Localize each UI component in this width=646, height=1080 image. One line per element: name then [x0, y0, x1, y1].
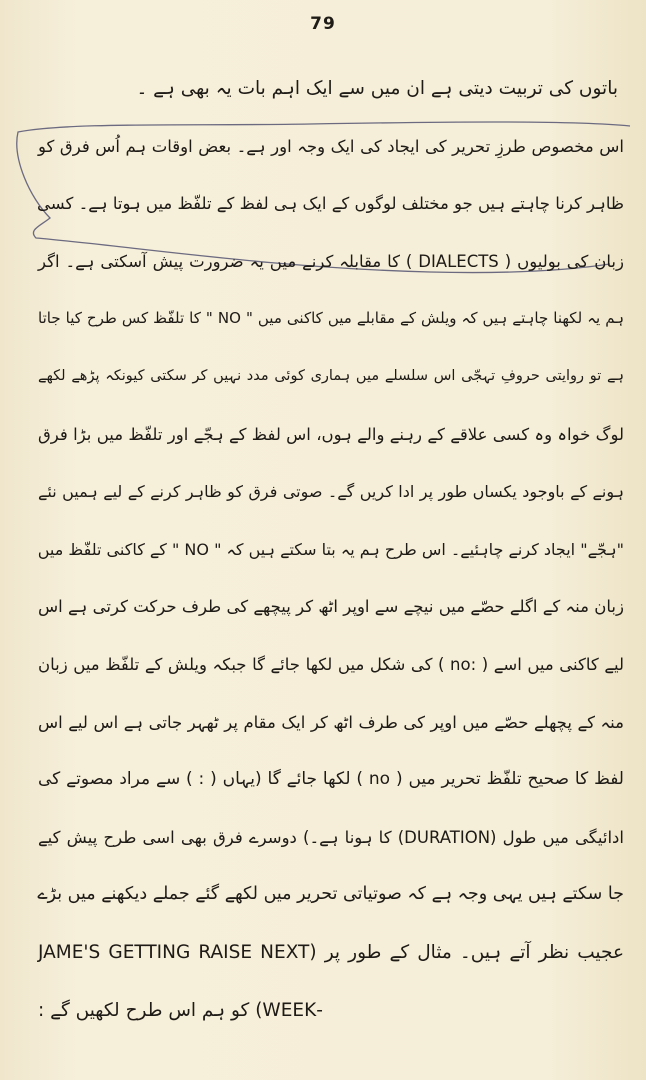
- urdu-text-body: [38, 60, 624, 1039]
- text-line: اس مخصوص طرزِ تحریر کی ایجاد کی ایک وجہ اور ہے۔ بعض اوقات ہم اُس فرق کو: [38, 136, 624, 156]
- text-line: ہے تو روایتی حروفِ تہجّی اس سلسلے میں ہماری کوئی مدد نہیں کر سکتی کیونکہ پڑھے لکھے: [38, 367, 624, 384]
- text-line: عجیب نظر آتے ہیں۔ مثال کے طور پر (JAME'S GETTING RAISE NEXT: [38, 941, 624, 963]
- text-line: لفظ کا صحیح تلفّظ تحریر میں ( no ) لکھا جائے گا (یہاں ( : ) سے مراد مصوتے کی: [38, 769, 624, 790]
- text-line: زبان کی بولیوں ( DIALECTS ) کا مقابلہ کرنے میں یہ ضرورت پیش آسکتی ہے۔ اگر: [38, 251, 624, 271]
- text-line: باتوں کی تربیت دیتی ہے ان میں سے ایک اہم بات یہ بھی ہے ۔: [136, 78, 618, 99]
- text-line: ہونے کے باوجود یکساں طور پر ادا کریں گے۔ صوتی فرق کو ظاہر کرنے کے لیے ہمیں نئے: [38, 482, 624, 502]
- text-line: "ہجّے" ایجاد کرنے چاہئیے۔ اس طرح ہم یہ بتا سکتے ہیں کہ " NO " کے کاکنی تلفّظ میں: [37, 539, 624, 559]
- text-line: زبان منہ کے اگلے حصّے میں نیچے سے اوپر اٹھ کر پیچھے کی طرف حرکت کرتی ہے اس: [38, 597, 624, 617]
- text-line: لیے کاکنی میں اسے ( :no ) کی شکل میں لکھا جائے گا جبکہ ویلش کے تلفّظ میں زبان: [38, 654, 624, 674]
- text-line: ادائیگی میں طول (DURATION) کا ہونا ہے۔) دوسرے فرق بھی اسی طرح پیش کیے: [38, 827, 624, 847]
- text-line: لوگ خواہ وہ کسی علاقے کے رہنے والے ہوں، اس لفظ کے ہجّے اور تلفّظ میں بڑا فرق: [38, 424, 624, 444]
- text-line: ظاہر کرنا چاہتے ہیں جو مختلف لوگوں کے ایک ہی لفظ کے تلفّظ میں ہوتا ہے۔ کسی: [37, 194, 624, 214]
- page-number: 79: [310, 14, 336, 34]
- text-line: -WEEK) کو ہم اس طرح لکھیں گے :: [38, 999, 323, 1021]
- text-line: جا سکتے ہیں یہی وجہ ہے کہ صوتیاتی تحریر میں لکھے گئے جملے دیکھنے میں بڑے: [37, 884, 624, 905]
- text-line: منہ کے پچھلے حصّے میں اوپر کی طرف اٹھ کر ایک مقام پر ٹھہر جاتی ہے اس لیے اس: [38, 712, 624, 732]
- text-line: ہم یہ لکھنا چاہتے ہیں کہ ویلش کے مقابلے میں کاکنی میں " NO " کا تلفّظ کس طرح کیا جاتا: [38, 309, 624, 328]
